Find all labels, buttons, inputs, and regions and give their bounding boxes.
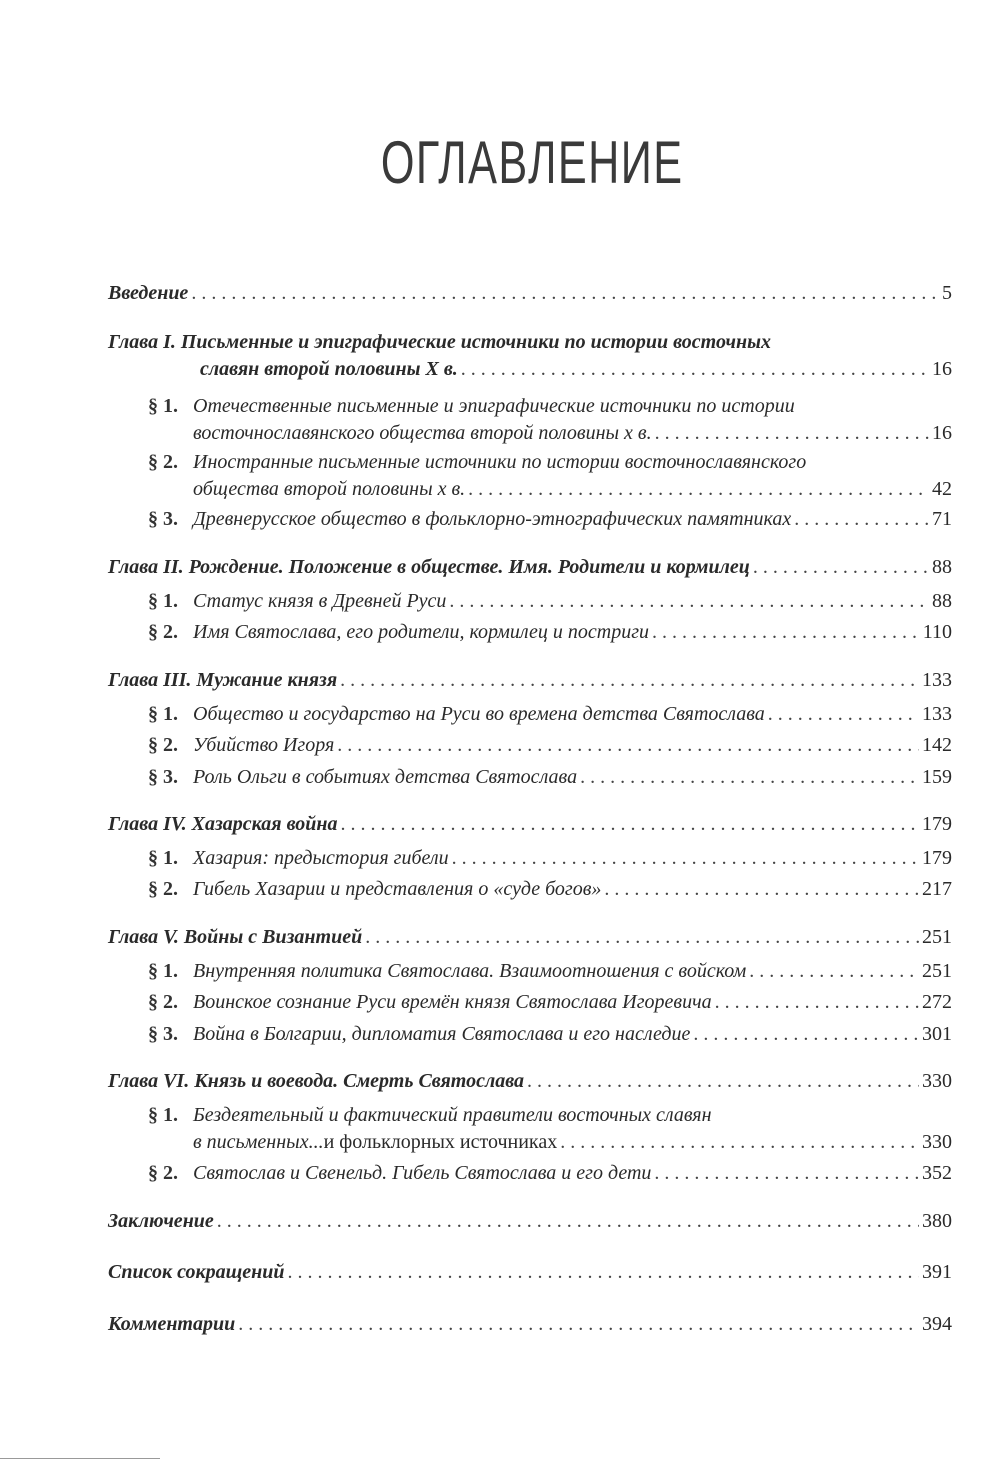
entry-leader-line	[108, 1068, 952, 1095]
toc-chapter-entry[interactable]	[108, 329, 952, 383]
entry-title: Комментарии	[108, 1313, 236, 1335]
divider	[0, 1458, 160, 1459]
entry-line: Бездеятельный и фактический правители восточных славян	[193, 1104, 712, 1126]
entry-title: Общество и государство на Руси во времена детства Святослава	[193, 703, 765, 725]
entry-title: Глава IV. Хазарская война	[108, 813, 338, 835]
page-number: 142	[922, 734, 952, 756]
section-number: § 2.	[148, 734, 178, 756]
entry-body	[148, 845, 952, 872]
entry-leader-line	[193, 506, 952, 533]
section-number: § 2.	[148, 1162, 178, 1184]
page-number: 272	[922, 991, 952, 1013]
entry-body	[148, 506, 952, 533]
toc-section-entry[interactable]	[148, 958, 952, 985]
entry-leader-line	[108, 280, 952, 307]
entry-title: Война в Болгарии, дипломатия Святослава и его наследие	[193, 1023, 691, 1045]
page-number: 394	[922, 1313, 952, 1335]
entry-leader-line	[193, 958, 952, 985]
entry-title: Древнерусское общество в фольклорно-этнографических памятниках	[193, 508, 792, 530]
entry-body	[148, 701, 952, 728]
entry-body	[108, 329, 952, 383]
section-number: § 1.	[148, 1104, 178, 1126]
entry-leader-line	[193, 845, 952, 872]
entry-leader-line	[108, 924, 952, 951]
page-number: 330	[922, 1131, 952, 1153]
page-number: 16	[932, 422, 952, 444]
entry-body	[148, 876, 952, 903]
entry-line: Иностранные письменные источники по истории восточнославянского	[193, 451, 807, 473]
page-number: 42	[932, 478, 952, 500]
dot-leader	[337, 732, 919, 759]
toc-chapter-entry[interactable]	[108, 1208, 952, 1235]
dot-leader	[461, 356, 929, 383]
section-number: § 1.	[148, 960, 178, 982]
toc-section-entry[interactable]	[148, 619, 952, 646]
dot-leader	[768, 701, 919, 728]
entry-body	[148, 1021, 952, 1048]
page-number: 352	[922, 1162, 952, 1184]
dot-leader	[655, 420, 929, 447]
toc-section-entry[interactable]	[148, 732, 952, 759]
dot-leader	[604, 876, 919, 903]
toc-section-entry[interactable]	[148, 588, 952, 615]
toc-chapter-entry[interactable]	[108, 280, 952, 307]
entry-title: Заключение	[108, 1210, 214, 1232]
entry-leader-line	[108, 554, 952, 581]
entry-leader-line	[193, 876, 952, 903]
page-number: 88	[932, 590, 952, 612]
toc-chapter-entry[interactable]	[108, 811, 952, 838]
entry-body	[148, 764, 952, 791]
entry-body	[148, 449, 952, 503]
entry-leader-line	[193, 619, 952, 646]
entry-line: Отечественные письменные и эпиграфические источники по истории	[193, 395, 795, 417]
dot-leader	[238, 1311, 919, 1338]
entry-body	[108, 924, 952, 951]
section-number: § 1.	[148, 590, 178, 612]
entry-title: Роль Ольги в событиях детства Святослава	[193, 766, 578, 788]
dot-leader	[753, 554, 929, 581]
entry-leader-line	[108, 1311, 952, 1338]
dot-leader	[560, 1129, 919, 1156]
entry-body	[108, 811, 952, 838]
entry-title: славян второй половины X в.	[200, 358, 458, 380]
entry-body	[108, 280, 952, 307]
toc-section-entry[interactable]	[148, 1160, 952, 1187]
toc-section-entry[interactable]	[148, 764, 952, 791]
dot-leader	[580, 764, 919, 791]
entry-title: Глава II. Рождение. Положение в обществе. Имя. Родители и кормилец	[108, 556, 750, 578]
section-number: § 2.	[148, 451, 178, 473]
section-number: § 2.	[148, 621, 178, 643]
entry-title: восточнославянского общества второй половины x в.	[193, 422, 652, 444]
entry-title: в письменных...	[193, 1131, 324, 1153]
entry-title: Воинское сознание Руси времён князя Святослава Игоревича	[193, 991, 712, 1013]
page-number: 159	[922, 766, 952, 788]
entry-title: Хазария: предыстория гибели	[193, 847, 449, 869]
dot-leader	[449, 588, 929, 615]
toc-section-entry[interactable]	[148, 845, 952, 872]
toc-chapter-entry[interactable]	[108, 1068, 952, 1095]
page-number: 330	[922, 1070, 952, 1092]
toc-chapter-entry[interactable]	[108, 924, 952, 951]
page-number: 380	[922, 1210, 952, 1232]
entry-title-plain: и фольклорных источниках	[323, 1131, 558, 1153]
entry-leader-line	[108, 1208, 952, 1235]
dot-leader	[452, 845, 919, 872]
dot-leader	[191, 280, 939, 307]
entry-title: Глава V. Войны с Византией	[108, 926, 363, 948]
entry-leader-line	[108, 667, 952, 694]
entry-body	[148, 732, 952, 759]
toc-section-entry[interactable]	[148, 876, 952, 903]
entry-body	[148, 1102, 952, 1156]
entry-leader-line	[193, 1160, 952, 1187]
dot-leader	[654, 1160, 919, 1187]
entry-body	[148, 393, 952, 447]
section-number: § 2.	[148, 878, 178, 900]
section-number: § 1.	[148, 847, 178, 869]
page-number: 71	[932, 508, 952, 530]
entry-leader-line	[193, 764, 952, 791]
entry-title: Гибель Хазарии и представления о «суде богов»	[193, 878, 602, 900]
entry-title: Статус князя в Древней Руси	[193, 590, 447, 612]
entry-leader-line	[193, 1021, 952, 1048]
dot-leader	[468, 476, 929, 503]
dot-leader	[340, 811, 919, 838]
page-number: 301	[922, 1023, 952, 1045]
dot-leader	[217, 1208, 919, 1235]
section-number: § 1.	[148, 703, 178, 725]
page-number: 133	[922, 703, 952, 725]
entry-body	[108, 1311, 952, 1338]
entry-body	[108, 1208, 952, 1235]
entry-leader-line	[193, 989, 952, 1016]
entry-title: общества второй половины x в.	[193, 478, 466, 500]
dot-leader	[693, 1021, 919, 1048]
page-number: 5	[942, 282, 952, 304]
page-number: 391	[922, 1261, 952, 1283]
toc-section-entry[interactable]	[148, 506, 952, 533]
toc-chapter-entry[interactable]	[108, 667, 952, 694]
page-number: 251	[922, 926, 952, 948]
dot-leader	[749, 958, 919, 985]
entry-leader-line	[193, 1129, 952, 1156]
section-number: § 3.	[148, 766, 178, 788]
page-number: 110	[922, 621, 952, 643]
entry-leader-line	[193, 701, 952, 728]
toc-chapter-entry[interactable]	[108, 1311, 952, 1338]
entry-body	[148, 588, 952, 615]
toc-chapter-entry[interactable]	[108, 554, 952, 581]
entry-leader-line	[193, 476, 952, 503]
entry-title: Глава VI. Князь и воевода. Смерть Святослава	[108, 1070, 525, 1092]
dot-leader	[652, 619, 920, 646]
page-number: 88	[932, 556, 952, 578]
page-number: 217	[922, 878, 952, 900]
entry-title: Введение	[108, 282, 189, 304]
dot-leader	[794, 506, 929, 533]
dot-leader	[365, 924, 919, 951]
section-number: § 3.	[148, 1023, 178, 1045]
section-number: § 2.	[148, 991, 178, 1013]
entry-leader-line	[193, 420, 952, 447]
toc-section-entry[interactable]	[148, 1102, 952, 1156]
entry-body	[148, 958, 952, 985]
entry-title: Убийство Игоря	[193, 734, 335, 756]
page-number: 179	[922, 813, 952, 835]
page-title: ОГЛАВЛЕНИЕ	[380, 129, 684, 196]
entry-leader-line	[193, 588, 952, 615]
entry-title: Внутренняя политика Святослава. Взаимоотношения с войском	[193, 960, 747, 982]
entry-body	[108, 554, 952, 581]
entry-body	[108, 1068, 952, 1095]
dot-leader	[340, 667, 919, 694]
section-number: § 3.	[148, 508, 178, 530]
entry-body	[148, 1160, 952, 1187]
toc-section-entry[interactable]	[148, 1021, 952, 1048]
toc-section-entry[interactable]	[148, 393, 952, 447]
entry-title: Список сокращений	[108, 1261, 285, 1283]
toc-section-entry[interactable]	[148, 989, 952, 1016]
page-number: 251	[922, 960, 952, 982]
entry-body	[108, 667, 952, 694]
dot-leader	[527, 1068, 919, 1095]
entry-body	[148, 619, 952, 646]
entry-leader-line	[193, 732, 952, 759]
entry-title: Имя Святослава, его родители, кормилец и постриги	[193, 621, 650, 643]
entry-body	[148, 989, 952, 1016]
page-number: 133	[922, 669, 952, 691]
entry-leader-line	[108, 1259, 952, 1286]
entry-title: Глава III. Мужание князя	[108, 669, 338, 691]
entry-title: Святослав и Свенельд. Гибель Святослава и его дети	[193, 1162, 652, 1184]
page-number: 179	[922, 847, 952, 869]
dot-leader	[288, 1259, 919, 1286]
toc-section-entry[interactable]	[148, 449, 952, 503]
entry-leader-line	[108, 356, 952, 383]
section-number: § 1.	[148, 395, 178, 417]
entry-leader-line	[108, 811, 952, 838]
toc-chapter-entry[interactable]	[108, 1259, 952, 1286]
dot-leader	[715, 989, 919, 1016]
toc-section-entry[interactable]	[148, 701, 952, 728]
page-number: 16	[932, 358, 952, 380]
entry-line: Глава I. Письменные и эпиграфические источники по истории восточных	[108, 331, 771, 353]
entry-body	[108, 1259, 952, 1286]
